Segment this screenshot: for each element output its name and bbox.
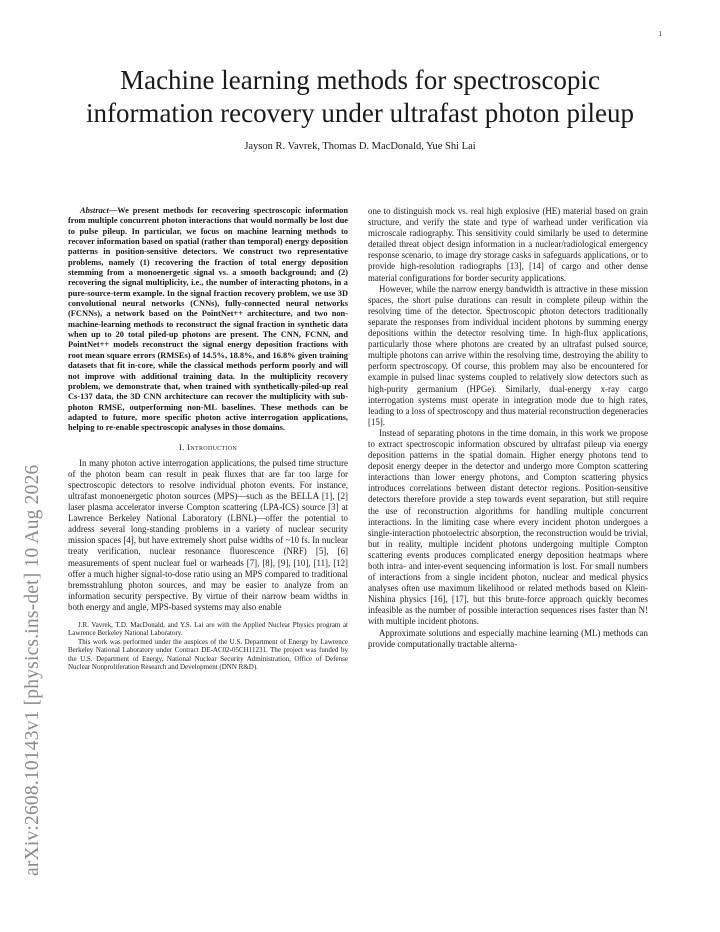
author-list: Jayson R. Vavrek, Thomas D. MacDonald, Yue Shi Lai [244,141,476,152]
intro-paragraph-1: In many photon active interrogation applications, the pulsed time structure of the photon beam can result in peak fluxes that are far too large for spectroscopic detectors to resolve individual photon events. For instance, ultrafast monoenergetic photon sources (MPS)—such as the BELLA [1], [2] laser plasma accelerator inverse Compton scattering (LPA-ICS) source [3] at Lawrence Berkeley National Laboratory (LBNL)—offer the potential to address several long-standing problems in a variety of nuclear security mission spaces [4], but have extremely short pulse widths of ~10 fs. In nuclear treaty verification, nuclear resonance fluorescence (NRF) [5], [6] measurements of spent nuclear fuel or warheads [7], [8], [9], [10], [11], [12] offer a much higher signal-to-dose ratio using an MPS compared to traditional bremsstrahlung photon sources, and may be easier to analyze from an information security perspective. By virtue of their narrow beam widths in both energy and angle, MPS-based systems may also enable [68,457,348,612]
paper-title-line-2: information recovery under ultrafast photon pileup [85,98,635,128]
footnotes [68,621,348,671]
right-column [368,206,648,650]
page-number: 1 [658,30,662,38]
abstract-lead: Abstract [80,206,109,215]
paper-title [40,64,680,130]
intro-paragraph-continued: one to distinguish mock vs. real high explosive (HE) material based on grain structure, and verify the state and type of warhead under verification via microscale radiography. This sensitivity could similarly be used to determine detailed threat object design information in a nuclear/radiological emergency response scenario, to image dry storage casks in safeguards applications, or to provide high-resolution radiographs [13], [14] of cargo and other dense material configurations for border security applications. [368,206,648,283]
left-column [68,206,348,671]
paper-title-line-1: Machine learning methods for spectroscopic [120,65,600,95]
footnote-funding: This work was performed under the auspices of the U.S. Department of Energy by Lawrence Berkeley National Laboratory under Contract DE-AC02-05CH11231. The project was funded by the U.S. Department of Energy, National Nuclear Security Administration, Office of Defense Nuclear Nonproliferation Research and Development (DNN R&D). [68,637,348,671]
section-heading-introduction: I. Introduction [178,441,238,452]
arxiv-identifier-stamp: arXiv:2608.10143v1 [physics.ins-det] 10 Aug 2026 [22,464,43,876]
intro-paragraph-spatial-domain: Instead of separating photons in the time domain, in this work we propose to extract spectroscopic information obscured by ultrafast pileup via energy deposition patterns in the spatial domain. Higher energy photons tend to deposit energy deeper in the detector and undergo more Compton scattering interactions than lower energy photons, and Compton scattering physics introduces correlations between distant detector regions. Position-sensitive detectors therefore provide a step towards event separation, but still require the use of reconstruction algorithms for handling multiple concurrent interactions. In the limiting case where every incident photon undergoes a single-interaction photoelectric absorption, the reconstruction would be trivial, but in reality, multiple incident photons undergoing multiple Compton scattering events produces complicated energy deposition heatmaps where both intra- and inter-event sequencing information is lost. For small numbers of interactions from a single incident photon, nuclear and medical physics analyses often use maximum likelihood or related methods based on Klein-Nishina physics [16], [17], but this brute-force approach quickly becomes infeasible as the number of possible interaction sequences rises faster than N! with multiple incident photons. [368,427,648,627]
intro-paragraph-ml-methods: Approximate solutions and especially machine learning (ML) methods can provide computationally tractable alterna- [368,627,648,649]
abstract-text: —We present methods for recovering spectroscopic information from multiple concurrent photon interactions that would normally be lost due to pulse pileup. In particular, we focus on machine learning methods to recover information based on spatial (rather than temporal) energy deposition patterns in position-sensitive detectors. We construct two representative problems, namely (1) recovering the fraction of total energy deposition stemming from a monoenergetic signal vs. a smooth background; and (2) recovering the signal multiplicity, i.e., the number of interacting photons, in a pure-source-term example. In the signal fraction recovery problem, we use 3D convolutional neural networks (CNNs), fully-connected neural networks (FCNNs), a network based on the PointNet++ architecture, and two non-machine-learning methods to reconstruct the signal fraction in synthetic data when up to 20 total piled-up photons are present. The CNN, FCNN, and PointNet++ models reconstruct the signal energy deposition fractions with root mean square errors (RMSEs) of 14.5%, 18.8%, and 16.8% given training datasets that fit in-core, while the classical methods perform poorly and will not improve with additional training data. In the multiplicity recovery problem, we demonstrate that, when trained with synthetically-piled-up real Cs-137 data, the 3D CNN architecture can recover the multiplicity with sub-photon RMSE, outperforming non-ML baselines. These methods can be adapted to future, more specific photon active interrogation applications, helping to re-enable spectroscopic analyses in those domains. [68,206,348,433]
footnote-affiliation: J.R. Vavrek, T.D. MacDonald, and Y.S. Lai are with the Applied Nuclear Physics program at Lawrence Berkeley National Laboratory. [68,620,348,638]
intro-paragraph-pileup: However, while the narrow energy bandwidth is attractive in these mission spaces, the short pulse durations can result in complete pileup within the resolving time of the detector. Spectroscopic photon detectors traditionally separate the responses from individual incident photons by summing energy depositions within the detector resolving time. In high-flux applications, particularly those where photons are created by an ultrafast pulsed source, multiple photons can arrive within the resolving time, destroying the ability to perform spectroscopy. Of course, this problem may also be encountered for example in pulsed linac systems coupled to relatively slow detectors such as high-purity germanium (HPGe). Similarly, dual-energy x-ray cargo interrogation systems must operate in integration mode due to high rates, leading to a loss of spectroscopy and thus material reconstruction degeneracies [15]. [368,283,648,427]
abstract [68,206,348,434]
